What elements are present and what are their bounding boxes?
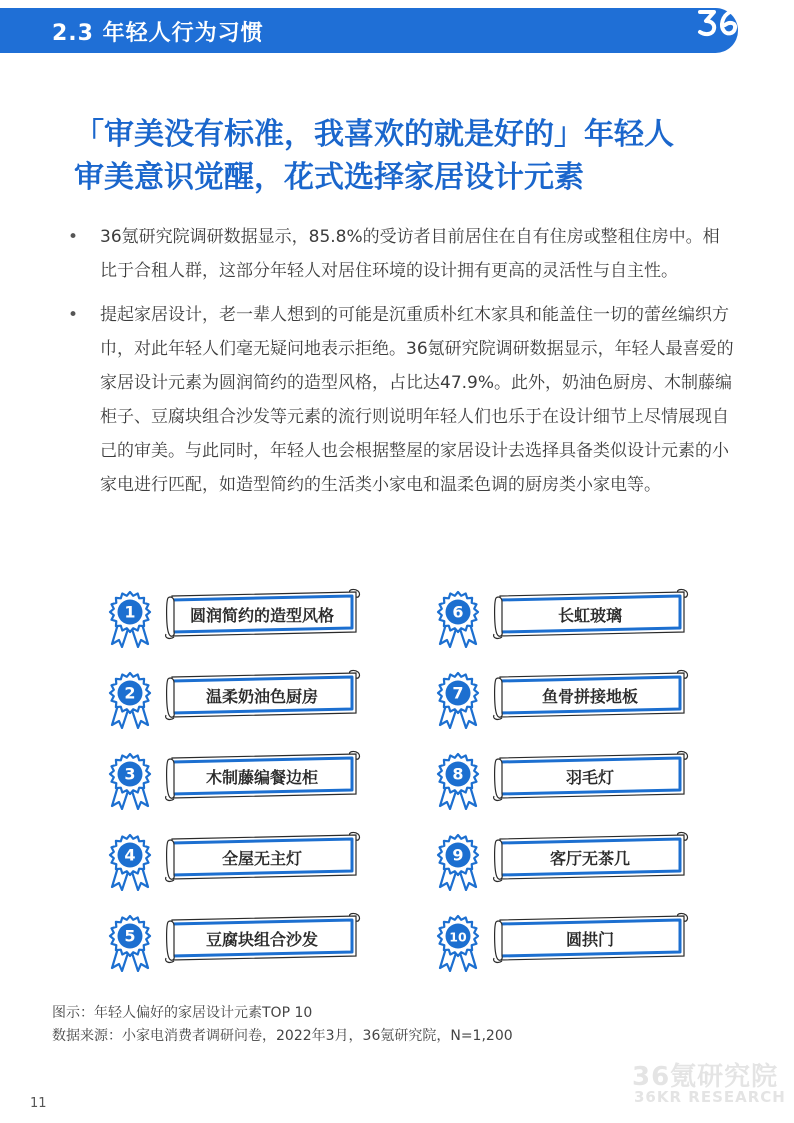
rank-number: 3 bbox=[124, 764, 136, 784]
rosette-ribbon-icon bbox=[432, 752, 484, 810]
rosette-ribbon-icon bbox=[432, 671, 484, 729]
bullet-text: 36氪研究院调研数据显示，85.8%的受访者目前居住在自有住房或整租住房中。相比于合租人群，这部分年轻人对居住环境的设计拥有更高的灵活性与自主性。 bbox=[100, 227, 720, 281]
top10-item-label: 全屋无主灯 bbox=[221, 848, 302, 868]
rank-number: 2 bbox=[124, 683, 136, 703]
top10-item-label: 长虹玻璃 bbox=[557, 605, 622, 625]
rank-number: 10 bbox=[449, 929, 467, 945]
top10-item bbox=[100, 586, 370, 644]
rosette-ribbon-icon bbox=[104, 914, 156, 972]
top10-item bbox=[428, 586, 698, 644]
top10-item-label: 温柔奶油色厨房 bbox=[205, 686, 318, 706]
rosette-ribbon-icon bbox=[104, 833, 156, 891]
top10-list bbox=[100, 586, 700, 976]
caption-figure: 图示：年轻人偏好的家居设计元素TOP 10 bbox=[52, 1005, 313, 1021]
bullet-item bbox=[66, 298, 736, 502]
bullet-text: 提起家居设计，老一辈人想到的可能是沉重质朴红木家具和能盖住一切的蕾丝编织方巾，对此年轻人们毫无疑问地表示拒绝。36氪研究院调研数据显示，年轻人最喜爱的家居设计元素为圆润简约的造型风格，占比达47.9%。此外，奶油色厨房、木制藤编柜子、豆腐块组合沙发等元素的流行则说明年轻人们也乐于在设计细节上尽情展现自己的审美。与此同时，年轻人也会根据整屋的家居设计去选择具备类似设计元素的小家电进行匹配，如造型简约的生活类小家电和温柔色调的厨房类小家电等。 bbox=[100, 305, 734, 495]
figure-caption bbox=[52, 1002, 513, 1048]
rank-number: 8 bbox=[452, 764, 464, 784]
top10-item bbox=[100, 667, 370, 725]
caption-source: 数据来源：小家电消费者调研问卷，2022年3月，36氪研究院，N=1,200 bbox=[52, 1028, 513, 1044]
top10-item-label: 羽毛灯 bbox=[565, 767, 614, 787]
page-number: 11 bbox=[30, 1096, 47, 1111]
top10-item bbox=[100, 748, 370, 806]
top10-item-label: 圆拱门 bbox=[565, 929, 614, 949]
watermark-en: 36KR RESEARCH bbox=[634, 1088, 786, 1106]
top10-item bbox=[428, 910, 698, 968]
top10-item-label: 木制藤编餐边柜 bbox=[205, 767, 318, 787]
rank-number: 6 bbox=[452, 602, 464, 622]
headline-line-1: 「审美没有标准，我喜欢的就是好的」年轻人 bbox=[74, 117, 674, 152]
top10-item bbox=[100, 910, 370, 968]
bullet-list bbox=[66, 220, 736, 512]
top10-item-label: 鱼骨拼接地板 bbox=[541, 686, 638, 706]
rank-number: 1 bbox=[124, 602, 136, 622]
top10-item-label: 豆腐块组合沙发 bbox=[205, 929, 318, 949]
rank-number: 5 bbox=[124, 926, 136, 946]
rosette-ribbon-icon bbox=[104, 752, 156, 810]
top10-item bbox=[428, 667, 698, 725]
top10-item-label: 客厅无茶几 bbox=[549, 848, 630, 868]
rosette-ribbon-icon bbox=[104, 671, 156, 729]
rosette-ribbon-icon bbox=[104, 590, 156, 648]
bullet-dot: • bbox=[68, 227, 79, 247]
rosette-ribbon-icon bbox=[432, 590, 484, 648]
rosette-ribbon-icon bbox=[432, 914, 484, 972]
watermark-cn: 36氪研究院 bbox=[632, 1062, 779, 1092]
headline-line-2: 审美意识觉醒，花式选择家居设计元素 bbox=[74, 160, 584, 195]
bullet-item bbox=[66, 220, 736, 288]
top10-item bbox=[100, 829, 370, 887]
headline bbox=[74, 113, 754, 199]
top10-item-label: 圆润简约的造型风格 bbox=[189, 605, 334, 625]
top10-item bbox=[428, 748, 698, 806]
top10-item bbox=[428, 829, 698, 887]
bullet-dot: • bbox=[68, 305, 79, 325]
rosette-ribbon-icon bbox=[432, 833, 484, 891]
36kr-logo bbox=[694, 0, 794, 56]
section-title: 2.3 年轻人行为习惯 bbox=[52, 21, 264, 46]
rank-number: 4 bbox=[124, 845, 136, 865]
rank-number: 7 bbox=[452, 683, 464, 703]
rank-number: 9 bbox=[452, 845, 464, 865]
